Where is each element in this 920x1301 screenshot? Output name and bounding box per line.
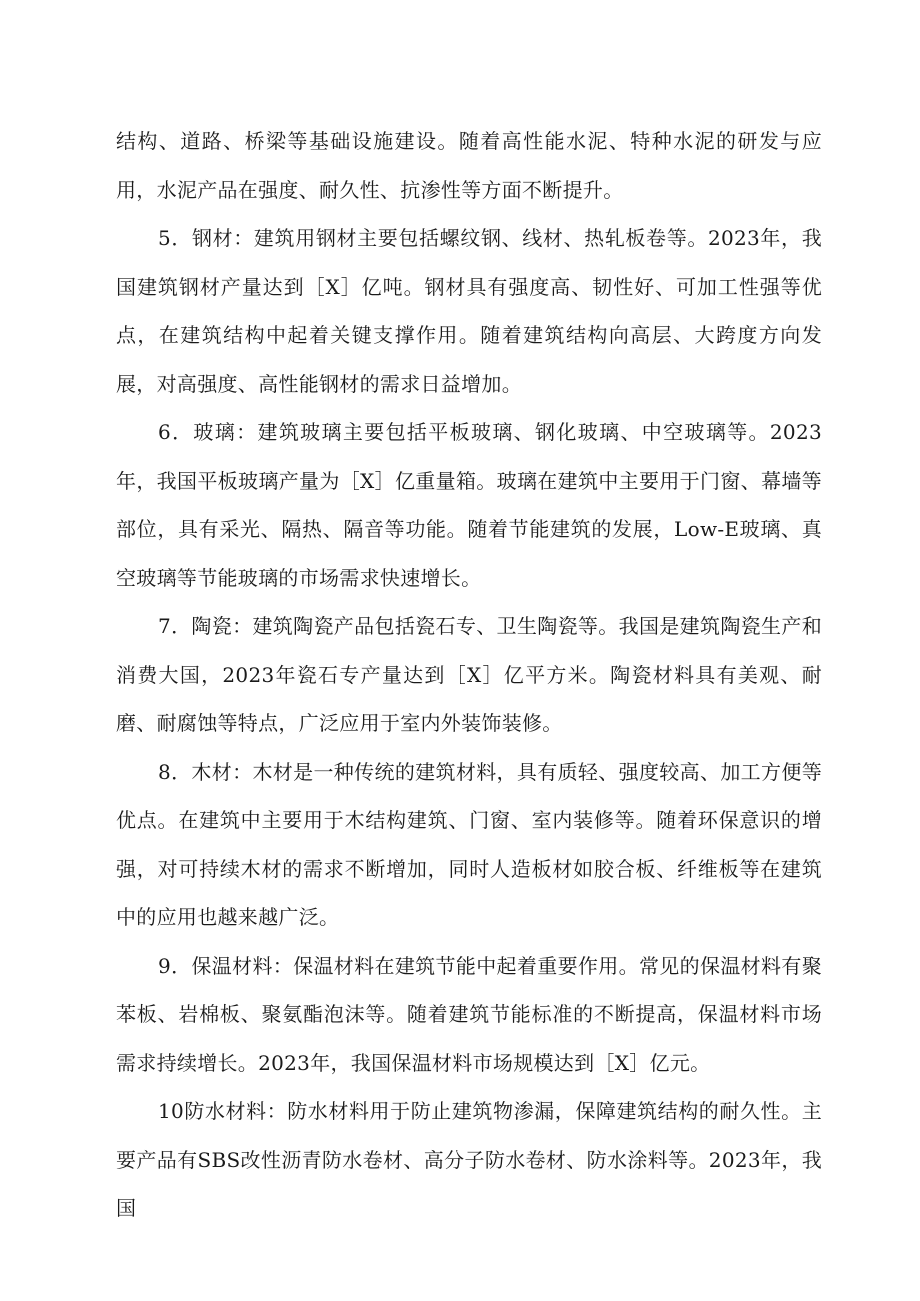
- paragraph-glass: 6．玻璃：建筑玻璃主要包括平板玻璃、钢化玻璃、中空玻璃等。2023年，我国平板玻璃产量为［X］亿重量箱。玻璃在建筑中主要用于门窗、幕墙等部位，具有采光、隔热、隔音等功能。随着节能建筑的发展，Low-E玻璃、真空玻璃等节能玻璃的市场需求快速增长。: [116, 420, 822, 590]
- paragraph-waterproofing: 10防水材料：防水材料用于防止建筑物渗漏，保障建筑结构的耐久性。主要产品有SBS改性沥青防水卷材、高分子防水卷材、防水涂料等。2023年，我国: [116, 1099, 822, 1220]
- paragraph-steel: 5．钢材：建筑用钢材主要包括螺纹钢、线材、热轧板卷等。2023年，我国建筑钢材产量达到［X］亿吨。钢材具有强度高、韧性好、可加工性强等优点，在建筑结构中起着关键支撑作用。随着建筑结构向高层、大跨度方向发展，对高强度、高性能钢材的需求日益增加。: [116, 226, 822, 396]
- body-text: [116, 117, 822, 1233]
- paragraph-timber: 8．木材：木材是一种传统的建筑材料，具有质轻、强度较高、加工方便等优点。在建筑中主要用于木结构建筑、门窗、室内装修等。随着环保意识的增强，对可持续木材的需求不断增加，同时人造板材如胶合板、纤维板等在建筑中的应用也越来越广泛。: [116, 759, 822, 929]
- paragraph-insulation: 9．保温材料：保温材料在建筑节能中起着重要作用。常见的保温材料有聚苯板、岩棉板、聚氨酯泡沫等。随着建筑节能标准的不断提高，保温材料市场需求持续增长。2023年，我国保温材料市场规模达到［X］亿元。: [116, 953, 822, 1075]
- paragraph-ceramics: 7．陶瓷：建筑陶瓷产品包括瓷石专、卫生陶瓷等。我国是建筑陶瓷生产和消费大国，2023年瓷石专产量达到［X］亿平方米。陶瓷材料具有美观、耐磨、耐腐蚀等特点，广泛应用于室内外装饰装修。: [116, 614, 822, 735]
- paragraph-cement-continued: 结构、道路、桥梁等基础设施建设。随着高性能水泥、特种水泥的研发与应用，水泥产品在强度、耐久性、抗渗性等方面不断提升。: [116, 129, 822, 202]
